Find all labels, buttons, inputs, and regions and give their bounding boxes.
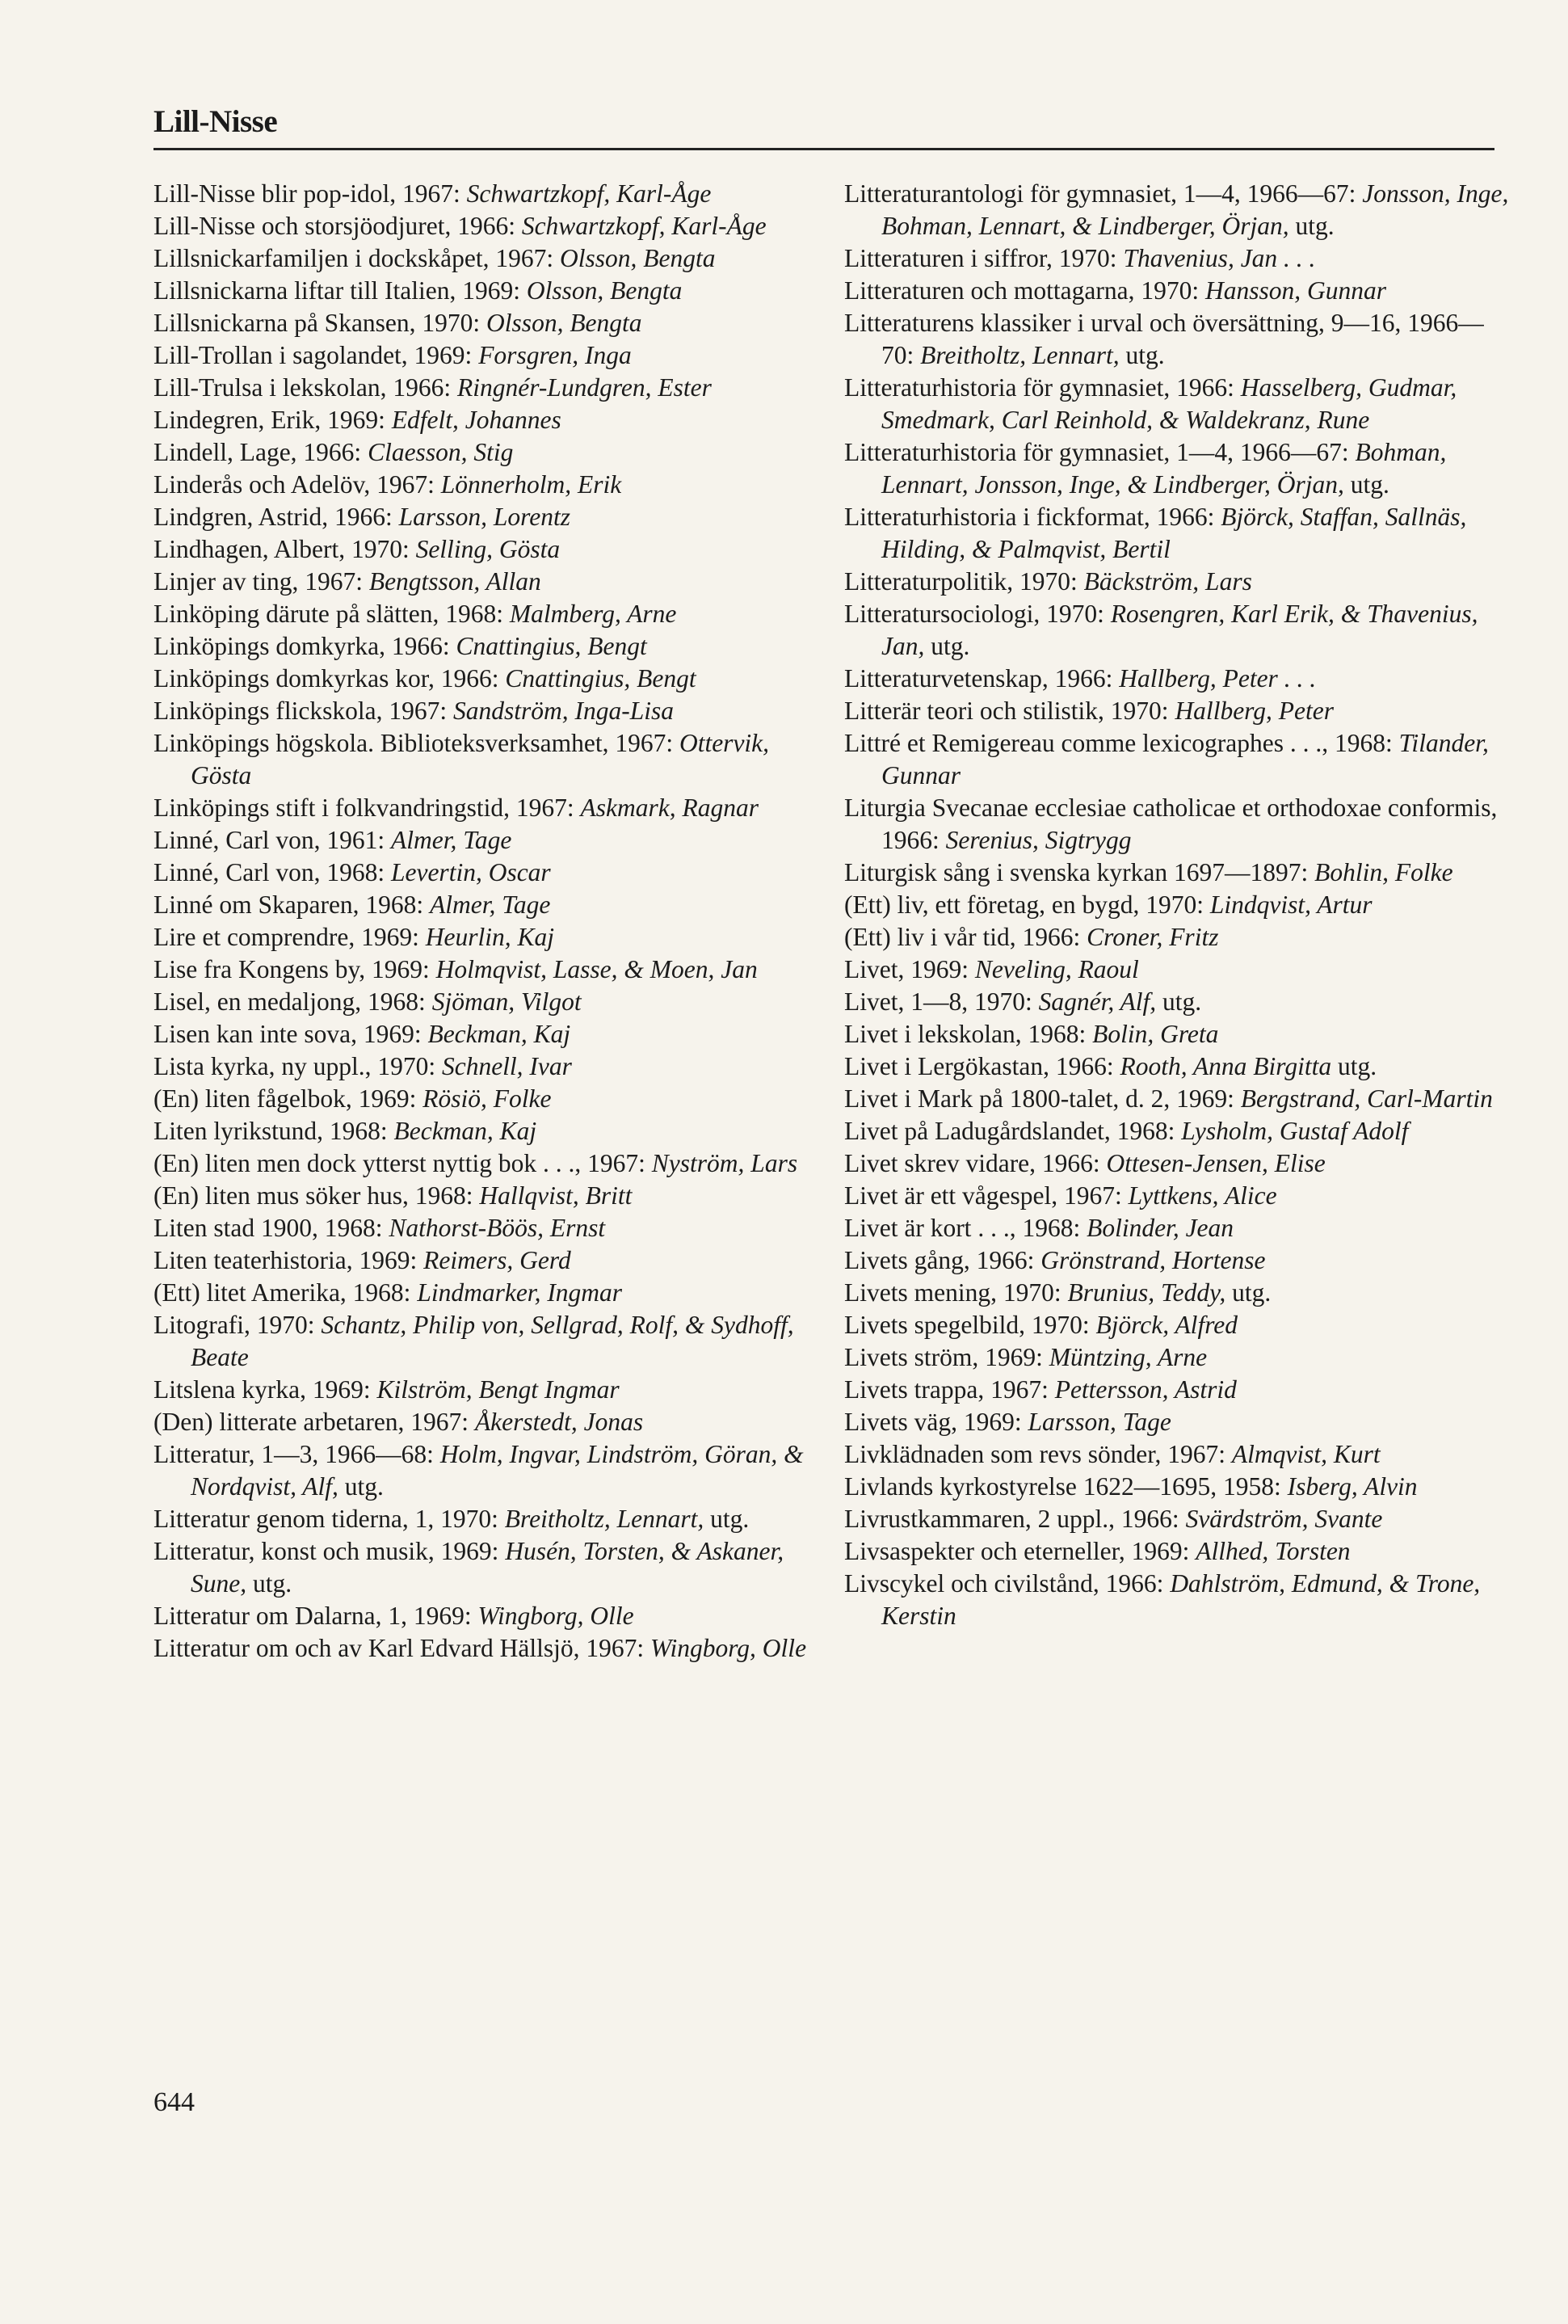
entry-author: Bengtsson, Allan [368, 567, 541, 596]
entry-author: Husén, Torsten, & Askaner, Sune, [191, 1537, 784, 1598]
entry-author: Rösiö, Folke [422, 1084, 552, 1113]
entry-author: Svärdström, Svante [1185, 1505, 1383, 1533]
entry-author: Malmberg, Arne [509, 600, 677, 628]
index-entry [844, 1471, 1515, 1503]
entry-title: Livscykel och civilstånd, 1966: [844, 1569, 1171, 1598]
entry-title: Liten teaterhistoria, 1969: [153, 1246, 424, 1274]
entry-title: Livklädnaden som revs sönder, 1967: [844, 1440, 1232, 1468]
index-entry [153, 307, 824, 339]
entry-author: Rosengren, Karl Erik, & Thavenius, Jan, [881, 600, 1478, 660]
entry-title: Lindegren, Erik, 1969: [153, 406, 392, 434]
entry-title: Litteraturen i siffror, 1970: [844, 244, 1124, 272]
entry-author: Ottesen-Jensen, Elise [1106, 1149, 1326, 1177]
index-entry [153, 210, 824, 242]
index-entry [153, 1535, 824, 1600]
entry-author: Lönnerholm, Erik [440, 470, 622, 499]
left-index-column [153, 178, 824, 1665]
index-entry [844, 695, 1515, 727]
entry-title: Livsaspekter och eterneller, 1969: [844, 1537, 1196, 1565]
index-entry [844, 986, 1515, 1018]
entry-author: Bohman, Lennart, Jonsson, Inge, & Lindberger, Örjan, [881, 438, 1447, 499]
index-entry [153, 824, 824, 857]
entry-author: Schwartzkopf, Karl-Åge [466, 179, 712, 208]
entry-author: Hallqvist, Britt [479, 1181, 633, 1210]
entry-author: Sjöman, Vilgot [431, 987, 582, 1016]
entry-author: Cnattingius, Bengt [456, 632, 647, 660]
entry-title: Livet i Mark på 1800-talet, d. 2, 1969: [844, 1084, 1241, 1113]
entry-author: Lyttkens, Alice [1128, 1181, 1277, 1210]
entry-title: Livrustkammaren, 2 uppl., 1966: [844, 1505, 1186, 1533]
right-index-column [844, 178, 1515, 1632]
entry-author: Breitholtz, Lennart, [504, 1505, 704, 1533]
index-entry [844, 1147, 1515, 1180]
entry-title: Litteraturvetenskap, 1966: [844, 664, 1120, 693]
entry-title: Liturgia Svecanae ecclesiae catholicae et orthodoxae conformis, 1966: [844, 794, 1498, 854]
entry-author: Thavenius, Jan . . . [1123, 244, 1316, 272]
entry-author: Bäckström, Lars [1083, 567, 1252, 596]
entry-author: Schnell, Ivar [441, 1052, 572, 1080]
entry-title: Lill-Trollan i sagolandet, 1969: [153, 341, 479, 369]
entry-author: Serenius, Sigtrygg [945, 826, 1132, 854]
index-entry [153, 1212, 824, 1244]
entry-title: Lire et comprendre, 1969: [153, 923, 426, 951]
index-entry [153, 1374, 824, 1406]
index-entry [844, 436, 1515, 501]
entry-author: Björck, Alfred [1095, 1311, 1238, 1339]
entry-author: Olsson, Bengta [486, 309, 642, 337]
entry-author: Askmark, Ragnar [580, 794, 759, 822]
entry-title: Livets ström, 1969: [844, 1343, 1049, 1371]
entry-title: Lillsnickarfamiljen i dockskåpet, 1967: [153, 244, 561, 272]
entry-title: Linköpings stift i folkvandringstid, 1967: [153, 794, 581, 822]
entry-title: Lindhagen, Albert, 1970: [153, 535, 416, 563]
entry-author: Åkerstedt, Jonas [474, 1408, 644, 1436]
index-entry [153, 921, 824, 954]
entry-suffix: utg. [1225, 1278, 1272, 1307]
entry-title: Livet i Lergökastan, 1966: [844, 1052, 1120, 1080]
index-entry [844, 921, 1515, 954]
index-entry [844, 1503, 1515, 1535]
entry-title: Livet är kort . . ., 1968: [844, 1214, 1087, 1242]
entry-title: Litteraturantologi för gymnasiet, 1—4, 1966—67: [844, 179, 1363, 208]
entry-suffix: utg. [1343, 470, 1389, 499]
index-entry [844, 1018, 1515, 1050]
entry-title: Litteraturhistoria för gymnasiet, 1966: [844, 373, 1241, 402]
entry-title: Litteratur, konst och musik, 1969: [153, 1537, 506, 1565]
entry-title: (Ett) liv, ett företag, en bygd, 1970: [844, 890, 1210, 919]
entry-title: Liten lyrikstund, 1968: [153, 1117, 394, 1145]
entry-author: Bolin, Greta [1092, 1020, 1219, 1048]
index-entry [844, 857, 1515, 889]
entry-author: Schantz, Philip von, Sellgrad, Rolf, & Sydhoff, Beate [191, 1311, 794, 1371]
entry-author: Jonsson, Inge, Bohman, Lennart, & Lindberger, Örjan, [881, 179, 1509, 240]
index-entry [153, 857, 824, 889]
index-entry [153, 1244, 824, 1277]
index-entry [153, 242, 824, 275]
entry-author: Hasselberg, Gudmar, Smedmark, Carl Reinhold, & Waldekranz, Rune [881, 373, 1457, 434]
entry-author: Breitholtz, Lennart, [920, 341, 1120, 369]
index-entry [844, 889, 1515, 921]
entry-title: Linköpings domkyrka, 1966: [153, 632, 456, 660]
entry-author: Hallberg, Peter [1175, 697, 1334, 725]
index-entry [153, 1115, 824, 1147]
index-entry [153, 986, 824, 1018]
index-entry [844, 1341, 1515, 1374]
entry-title: Livets gång, 1966: [844, 1246, 1041, 1274]
entry-author: Larsson, Lorentz [398, 503, 571, 531]
entry-author: Selling, Gösta [415, 535, 561, 563]
entry-title: Litteratur om och av Karl Edvard Hällsjö, 1967: [153, 1634, 650, 1662]
page-header-title: Lill-Nisse [153, 104, 278, 139]
entry-author: Claesson, Stig [368, 438, 514, 466]
entry-author: Bergstrand, Carl-Martin [1240, 1084, 1493, 1113]
entry-title: Linköpings flickskola, 1967: [153, 697, 453, 725]
entry-title: Liturgisk sång i svenska kyrkan 1697—1897: [844, 858, 1315, 886]
index-entry [844, 501, 1515, 566]
entry-author: Almer, Tage [390, 826, 512, 854]
entry-title: Livlands kyrkostyrelse 1622—1695, 1958: [844, 1472, 1288, 1501]
entry-author: Sandström, Inga-Lisa [452, 697, 675, 725]
index-entry [844, 372, 1515, 436]
index-entry [153, 1503, 824, 1535]
entry-title: Livets väg, 1969: [844, 1408, 1028, 1436]
entry-title: Litteratur, 1—3, 1966—68: [153, 1440, 440, 1468]
entry-author: Croner, Fritz [1087, 923, 1219, 951]
index-entry [153, 275, 824, 307]
entry-title: Lill-Nisse och storsjöodjuret, 1966: [153, 212, 522, 240]
index-entry [153, 1632, 824, 1665]
index-entry [844, 275, 1515, 307]
index-entry [153, 727, 824, 792]
entry-author: Wingborg, Olle [649, 1634, 807, 1662]
entry-author: Kilström, Bengt Ingmar [376, 1375, 620, 1404]
entry-title: Lista kyrka, ny uppl., 1970: [153, 1052, 442, 1080]
index-entry [844, 1050, 1515, 1083]
index-entry [153, 436, 824, 469]
entry-title: Lise fra Kongens by, 1969: [153, 955, 436, 983]
entry-author: Beckman, Kaj [393, 1117, 537, 1145]
entry-title: Livet skrev vidare, 1966: [844, 1149, 1107, 1177]
entry-title: Litslena kyrka, 1969: [153, 1375, 377, 1404]
index-entry [153, 598, 824, 630]
index-entry [153, 1309, 824, 1374]
entry-title: Linné om Skaparen, 1968: [153, 890, 431, 919]
entry-author: Ottervik, Gösta [191, 729, 770, 789]
entry-author: Bohlin, Folke [1314, 858, 1453, 886]
index-entry [844, 1180, 1515, 1212]
index-entry [153, 501, 824, 533]
index-entry [153, 889, 824, 921]
entry-title: Lill-Trulsa i lekskolan, 1966: [153, 373, 457, 402]
index-entry [153, 566, 824, 598]
entry-title: Litteraturen och mottagarna, 1970: [844, 276, 1205, 305]
entry-author: Almqvist, Kurt [1231, 1440, 1381, 1468]
page-number: 644 [153, 2087, 195, 2117]
index-entry [153, 372, 824, 404]
index-entry [844, 1277, 1515, 1309]
index-entry [844, 1406, 1515, 1438]
entry-title: Livet är ett vågespel, 1967: [844, 1181, 1129, 1210]
entry-title: Livets mening, 1970: [844, 1278, 1068, 1307]
entry-author: Schwartzkopf, Karl-Åge [521, 212, 767, 240]
index-entry [153, 954, 824, 986]
index-entry [153, 1438, 824, 1503]
entry-title: Livet på Ladugårdslandet, 1968: [844, 1117, 1182, 1145]
entry-title: Linné, Carl von, 1968: [153, 858, 391, 886]
index-entry [153, 1600, 824, 1632]
entry-title: Linköpings domkyrkas kor, 1966: [153, 664, 506, 693]
index-entry [153, 1147, 824, 1180]
entry-title: Litteratur om Dalarna, 1, 1969: [153, 1602, 478, 1630]
entry-suffix: utg. [338, 1472, 384, 1501]
index-entry [844, 178, 1515, 242]
index-entry [153, 178, 824, 210]
index-entry [844, 598, 1515, 663]
index-entry [153, 1277, 824, 1309]
entry-author: Lindmarker, Ingmar [417, 1278, 623, 1307]
entry-title: Lindgren, Astrid, 1966: [153, 503, 399, 531]
entry-title: Lillsnickarna på Skansen, 1970: [153, 309, 487, 337]
entry-title: (Ett) litet Amerika, 1968: [153, 1278, 418, 1307]
index-entry [844, 727, 1515, 792]
index-entry [153, 630, 824, 663]
entry-title: Linköpings högskola. Biblioteksverksamhet, 1967: [153, 729, 679, 757]
index-entry [153, 404, 824, 436]
index-entry [844, 242, 1515, 275]
entry-title: (En) liten mus söker hus, 1968: [153, 1181, 480, 1210]
entry-author: Bolinder, Jean [1087, 1214, 1234, 1242]
entry-author: Rooth, Anna Birgitta [1120, 1052, 1332, 1080]
index-entry [844, 1212, 1515, 1244]
entry-title: Livet, 1—8, 1970: [844, 987, 1039, 1016]
entry-author: Olsson, Bengta [526, 276, 683, 305]
entry-author: Neveling, Raoul [974, 955, 1139, 983]
entry-author: Edfelt, Johannes [391, 406, 561, 434]
entry-suffix: utg. [924, 632, 970, 660]
entry-suffix: utg. [246, 1569, 292, 1598]
entry-title: (Den) litterate arbetaren, 1967: [153, 1408, 475, 1436]
entry-author: Nathorst-Böös, Ernst [389, 1214, 606, 1242]
entry-author: Lindqvist, Artur [1209, 890, 1373, 919]
entry-author: Heurlin, Kaj [425, 923, 555, 951]
index-entry [844, 792, 1515, 857]
entry-title: Litterär teori och stilistik, 1970: [844, 697, 1175, 725]
entry-title: Liten stad 1900, 1968: [153, 1214, 389, 1242]
index-entry [844, 1083, 1515, 1115]
entry-author: Holmqvist, Lasse, & Moen, Jan [435, 955, 758, 983]
entry-title: Linderås och Adelöv, 1967: [153, 470, 441, 499]
entry-title: Litografi, 1970: [153, 1311, 322, 1339]
index-entry [844, 566, 1515, 598]
entry-title: Littré et Remigereau comme lexicographes . . ., 1968: [844, 729, 1399, 757]
entry-author: Wingborg, Olle [477, 1602, 634, 1630]
entry-title: Livets trappa, 1967: [844, 1375, 1055, 1404]
entry-title: Litteratur genom tiderna, 1, 1970: [153, 1505, 505, 1533]
entry-title: Livet, 1969: [844, 955, 975, 983]
entry-suffix: utg. [1156, 987, 1202, 1016]
entry-author: Hallberg, Peter . . . [1119, 664, 1317, 693]
entry-title: Linné, Carl von, 1961: [153, 826, 391, 854]
entry-suffix: utg. [1288, 212, 1335, 240]
entry-suffix: utg. [1119, 341, 1165, 369]
entry-suffix: utg. [704, 1505, 750, 1533]
index-entry [844, 954, 1515, 986]
index-entry [153, 339, 824, 372]
entry-author: Nyström, Lars [651, 1149, 798, 1177]
entry-suffix: utg. [1331, 1052, 1377, 1080]
index-entry [153, 1050, 824, 1083]
entry-author: Müntzing, Arne [1049, 1343, 1208, 1371]
entry-title: Litteraturhistoria för gymnasiet, 1—4, 1966—67: [844, 438, 1356, 466]
index-entry [153, 1018, 824, 1050]
entry-title: (En) liten men dock ytterst nyttig bok . . ., 1967: [153, 1149, 652, 1177]
entry-title: Litteraturens klassiker i urval och översättning, 9—16, 1966—70: [844, 309, 1484, 369]
entry-author: Tilander, Gunnar [881, 729, 1489, 789]
index-entry [153, 533, 824, 566]
index-entry [844, 1438, 1515, 1471]
entry-author: Ringnér-Lundgren, Ester [456, 373, 712, 402]
index-entry [153, 695, 824, 727]
entry-title: Lindell, Lage, 1966: [153, 438, 368, 466]
index-entry [844, 1244, 1515, 1277]
entry-author: Dahlström, Edmund, & Trone, Kerstin [881, 1569, 1481, 1630]
entry-title: Livets spegelbild, 1970: [844, 1311, 1096, 1339]
entry-title: Lisen kan inte sova, 1969: [153, 1020, 428, 1048]
index-entry [844, 663, 1515, 695]
entry-title: Litteratursociologi, 1970: [844, 600, 1111, 628]
entry-author: Levertin, Oscar [390, 858, 551, 886]
entry-title: (Ett) liv i vår tid, 1966: [844, 923, 1087, 951]
index-entry [153, 1180, 824, 1212]
entry-author: Pettersson, Astrid [1054, 1375, 1237, 1404]
header-rule [153, 148, 1494, 150]
index-entry [153, 663, 824, 695]
entry-author: Björck, Staffan, Sallnäs, Hilding, & Palmqvist, Bertil [881, 503, 1467, 563]
index-entry [153, 469, 824, 501]
index-entry [844, 1568, 1515, 1632]
index-entry [844, 307, 1515, 372]
index-entry [153, 792, 824, 824]
entry-author: Sagnér, Alf, [1038, 987, 1157, 1016]
entry-author: Brunius, Teddy, [1067, 1278, 1226, 1307]
entry-title: Litteraturhistoria i fickformat, 1966: [844, 503, 1221, 531]
entry-author: Reimers, Gerd [423, 1246, 571, 1274]
entry-title: Lill-Nisse blir pop-idol, 1967: [153, 179, 467, 208]
index-entry [844, 1309, 1515, 1341]
entry-title: Lillsnickarna liftar till Italien, 1969: [153, 276, 527, 305]
index-entry [844, 1535, 1515, 1568]
entry-author: Beckman, Kaj [427, 1020, 571, 1048]
index-entry [153, 1083, 824, 1115]
entry-author: Allhed, Torsten [1196, 1537, 1351, 1565]
entry-author: Isberg, Alvin [1287, 1472, 1418, 1501]
entry-title: Livet i lekskolan, 1968: [844, 1020, 1093, 1048]
entry-author: Almer, Tage [430, 890, 551, 919]
entry-title: Linköping därute på slätten, 1968: [153, 600, 510, 628]
entry-author: Grönstrand, Hortense [1040, 1246, 1266, 1274]
entry-author: Olsson, Bengta [560, 244, 716, 272]
entry-author: Cnattingius, Bengt [505, 664, 696, 693]
index-entry [844, 1115, 1515, 1147]
index-entry [844, 1374, 1515, 1406]
entry-title: Litteraturpolitik, 1970: [844, 567, 1084, 596]
index-entry [153, 1406, 824, 1438]
entry-author: Lysholm, Gustaf Adolf [1181, 1117, 1409, 1145]
entry-author: Holm, Ingvar, Lindström, Göran, & Nordqvist, Alf, [191, 1440, 804, 1501]
entry-title: (En) liten fågelbok, 1969: [153, 1084, 423, 1113]
entry-author: Hansson, Gunnar [1204, 276, 1386, 305]
entry-author: Larsson, Tage [1028, 1408, 1171, 1436]
entry-title: Lisel, en medaljong, 1968: [153, 987, 432, 1016]
entry-author: Forsgren, Inga [478, 341, 632, 369]
entry-title: Linjer av ting, 1967: [153, 567, 369, 596]
